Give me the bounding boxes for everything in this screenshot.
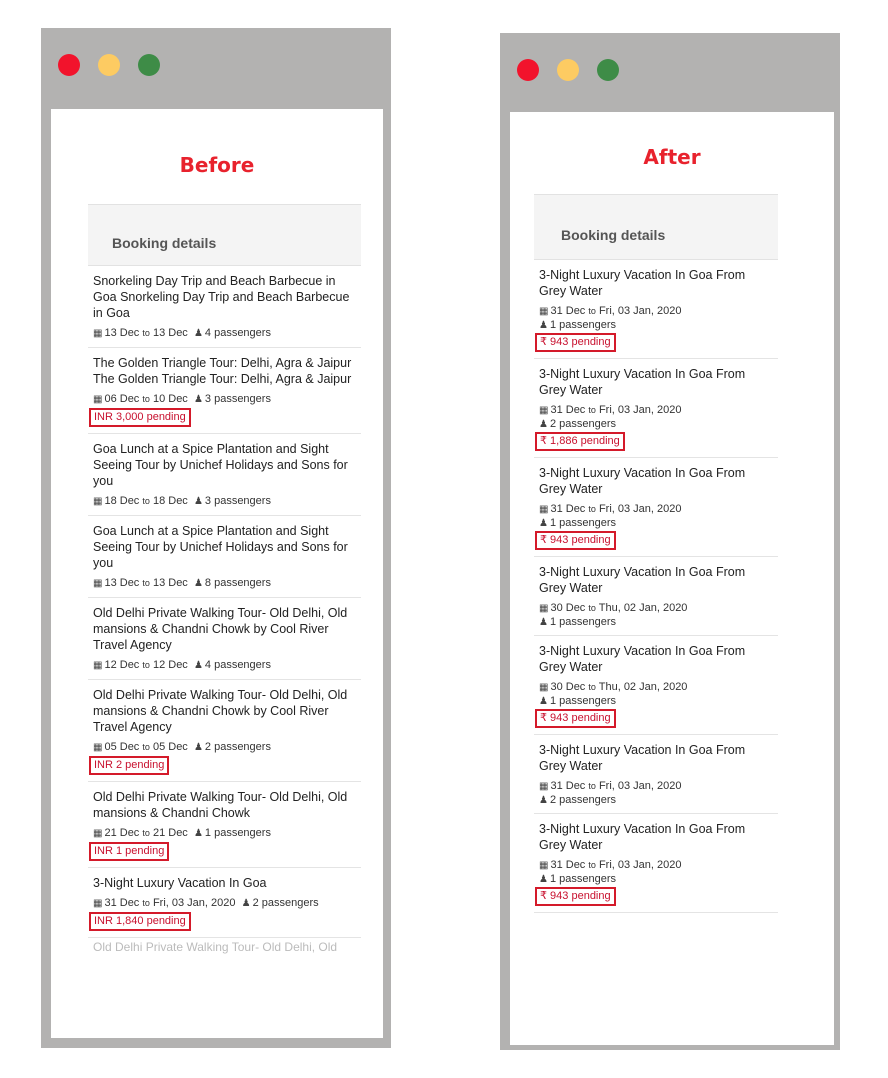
date-end: 10 Dec xyxy=(152,393,188,405)
window-maximize-dot[interactable] xyxy=(138,54,160,76)
booking-list-item[interactable] xyxy=(88,348,361,434)
booking-dates xyxy=(93,576,356,591)
date-start: 31 Dec xyxy=(550,404,586,416)
date-start: 12 Dec xyxy=(104,659,140,671)
date-start: 31 Dec xyxy=(550,859,586,871)
calendar-icon: ▦ xyxy=(93,742,103,753)
date-start: 13 Dec xyxy=(104,577,140,589)
booking-dates xyxy=(539,601,773,616)
booking-list-item[interactable] xyxy=(88,782,361,868)
date-end: Fri, 03 Jan, 2020 xyxy=(598,305,682,317)
date-end: 05 Dec xyxy=(152,741,188,753)
passenger-line xyxy=(539,319,773,332)
pending-row xyxy=(539,708,773,728)
passenger-count: 1 passengers xyxy=(549,616,617,628)
passenger-count: 3 passengers xyxy=(204,393,271,405)
user-icon: ♟ xyxy=(539,617,548,628)
booking-title: 3-Night Luxury Vacation In Goa From Grey Water xyxy=(539,565,746,595)
user-icon: ♟ xyxy=(539,320,548,331)
user-icon: ♟ xyxy=(193,828,203,839)
phone-screen-after xyxy=(510,112,834,1045)
pending-amount-badge: ₹ 943 pending xyxy=(535,333,616,352)
booking-list-after xyxy=(534,260,778,913)
booking-title: Goa Lunch at a Spice Plantation and Sight Seeing Tour by Unichef Holidays and Sons for you xyxy=(93,442,348,488)
date-end: Fri, 03 Jan, 2020 xyxy=(598,780,682,792)
passenger-line xyxy=(539,695,773,708)
booking-dates xyxy=(539,403,773,418)
calendar-icon: ▦ xyxy=(93,496,103,507)
date-end: Thu, 02 Jan, 2020 xyxy=(598,681,688,693)
calendar-icon: ▦ xyxy=(539,405,549,416)
date-start: 13 Dec xyxy=(104,327,140,339)
pending-amount-badge: INR 2 pending xyxy=(89,756,169,775)
calendar-icon: ▦ xyxy=(93,660,103,671)
user-icon: ♟ xyxy=(539,795,548,806)
date-start: 05 Dec xyxy=(104,741,140,753)
date-separator: to xyxy=(588,405,596,415)
pending-row xyxy=(93,407,356,427)
date-separator: to xyxy=(142,496,150,506)
user-icon: ♟ xyxy=(193,742,203,753)
booking-list-item[interactable] xyxy=(534,557,778,636)
booking-dates xyxy=(93,392,356,407)
date-separator: to xyxy=(142,578,150,588)
passenger-count: 2 passengers xyxy=(204,741,271,753)
booking-list-item[interactable] xyxy=(534,814,778,913)
pending-amount-badge: INR 1 pending xyxy=(89,842,169,861)
date-separator: to xyxy=(588,603,596,613)
passenger-line xyxy=(539,517,773,530)
window-close-dot[interactable] xyxy=(517,59,539,81)
booking-dates xyxy=(539,304,773,319)
booking-title: Goa Lunch at a Spice Plantation and Sight Seeing Tour by Unichef Holidays and Sons for you xyxy=(93,524,348,570)
booking-list-item[interactable] xyxy=(534,735,778,814)
passenger-count: 2 passengers xyxy=(549,794,617,806)
calendar-icon: ▦ xyxy=(539,603,549,614)
date-separator: to xyxy=(142,328,150,338)
calendar-icon: ▦ xyxy=(539,860,549,871)
booking-dates xyxy=(539,680,773,695)
calendar-icon: ▦ xyxy=(539,306,549,317)
pending-row xyxy=(93,911,356,931)
passenger-line xyxy=(539,794,773,807)
booking-title: Old Delhi Private Walking Tour- Old Delhi, Old mansions & Chandni Chowk by Cool River Travel Agency xyxy=(93,606,348,652)
pending-row xyxy=(93,841,356,861)
booking-dates xyxy=(93,494,356,509)
date-end: Fri, 03 Jan, 2020 xyxy=(152,897,236,909)
date-end: Fri, 03 Jan, 2020 xyxy=(598,404,682,416)
date-end: 13 Dec xyxy=(152,577,188,589)
window-maximize-dot[interactable] xyxy=(597,59,619,81)
user-icon: ♟ xyxy=(539,419,548,430)
passenger-count: 1 passengers xyxy=(204,827,271,839)
phone-screen-before xyxy=(51,109,383,1038)
booking-title: Old Delhi Private Walking Tour- Old Delhi, Old mansions & Chandni Chowk by Cool River Travel Agency xyxy=(93,688,348,734)
booking-list-item[interactable] xyxy=(88,598,361,680)
date-separator: to xyxy=(588,306,596,316)
phone-frame-before xyxy=(41,28,391,1048)
pending-amount-badge: ₹ 943 pending xyxy=(535,887,616,906)
date-start: 18 Dec xyxy=(104,495,140,507)
booking-list-item[interactable] xyxy=(88,868,361,938)
user-icon: ♟ xyxy=(193,578,203,589)
date-end: Thu, 02 Jan, 2020 xyxy=(598,602,688,614)
booking-title: 3-Night Luxury Vacation In Goa From Grey Water xyxy=(539,367,746,397)
passenger-count: 1 passengers xyxy=(549,517,617,529)
pending-row xyxy=(539,332,773,352)
date-separator: to xyxy=(588,682,596,692)
booking-title: The Golden Triangle Tour: Delhi, Agra & Jaipur The Golden Triangle Tour: Delhi, Agra & Jaipur xyxy=(93,356,352,386)
calendar-icon: ▦ xyxy=(93,394,103,405)
date-separator: to xyxy=(588,781,596,791)
pending-row xyxy=(539,530,773,550)
calendar-icon: ▦ xyxy=(93,898,103,909)
date-separator: to xyxy=(142,742,150,752)
booking-list-item[interactable] xyxy=(88,434,361,516)
booking-title: 3-Night Luxury Vacation In Goa From Grey Water xyxy=(539,466,746,496)
passenger-count: 4 passengers xyxy=(204,327,271,339)
passenger-line xyxy=(539,616,773,629)
pending-amount-badge: ₹ 1,886 pending xyxy=(535,432,625,451)
user-icon: ♟ xyxy=(241,898,251,909)
passenger-count: 4 passengers xyxy=(204,659,271,671)
calendar-icon: ▦ xyxy=(539,781,549,792)
booking-dates xyxy=(539,858,773,873)
date-start: 30 Dec xyxy=(550,602,586,614)
booking-dates xyxy=(93,658,356,673)
before-heading: Before xyxy=(179,153,255,177)
user-icon: ♟ xyxy=(193,394,203,405)
user-icon: ♟ xyxy=(193,328,203,339)
passenger-count: 1 passengers xyxy=(549,695,617,707)
pending-amount-badge: INR 3,000 pending xyxy=(89,408,191,427)
date-separator: to xyxy=(588,860,596,870)
booking-title: 3-Night Luxury Vacation In Goa From Grey Water xyxy=(539,822,746,852)
window-minimize-dot[interactable] xyxy=(98,54,120,76)
booking-card-after xyxy=(534,194,778,913)
date-separator: to xyxy=(142,660,150,670)
booking-dates xyxy=(93,896,356,911)
date-separator: to xyxy=(588,504,596,514)
booking-details-header: Booking details xyxy=(88,204,361,266)
passenger-line xyxy=(539,873,773,886)
booking-list-before xyxy=(88,266,361,938)
date-end: 12 Dec xyxy=(152,659,188,671)
booking-title: 3-Night Luxury Vacation In Goa From Grey Water xyxy=(539,268,746,298)
date-end: 21 Dec xyxy=(152,827,188,839)
passenger-count: 2 passengers xyxy=(549,418,617,430)
booking-list-item[interactable] xyxy=(88,516,361,598)
passenger-count: 2 passengers xyxy=(252,897,319,909)
date-separator: to xyxy=(142,394,150,404)
booking-dates xyxy=(93,826,356,841)
date-start: 31 Dec xyxy=(550,503,586,515)
date-end: 13 Dec xyxy=(152,327,188,339)
date-start: 31 Dec xyxy=(550,780,586,792)
date-end: Fri, 03 Jan, 2020 xyxy=(598,859,682,871)
date-start: 31 Dec xyxy=(550,305,586,317)
pending-amount-badge: ₹ 943 pending xyxy=(535,709,616,728)
booking-card-before xyxy=(88,204,361,954)
booking-list-item[interactable] xyxy=(88,680,361,782)
pending-row xyxy=(539,431,773,451)
passenger-count: 1 passengers xyxy=(549,319,617,331)
calendar-icon: ▦ xyxy=(539,504,549,515)
booking-details-header: Booking details xyxy=(534,194,778,260)
booking-list-item[interactable] xyxy=(534,260,778,359)
date-separator: to xyxy=(142,828,150,838)
pending-amount-badge: ₹ 943 pending xyxy=(535,531,616,550)
passenger-count: 3 passengers xyxy=(204,495,271,507)
after-heading: After xyxy=(643,145,701,169)
booking-dates xyxy=(539,779,773,794)
date-end: Fri, 03 Jan, 2020 xyxy=(598,503,682,515)
booking-title: Snorkeling Day Trip and Beach Barbecue in Goa Snorkeling Day Trip and Beach Barbecue in Goa xyxy=(93,274,350,320)
booking-list-item[interactable] xyxy=(534,636,778,735)
phone-frame-after xyxy=(500,33,840,1050)
booking-list-item[interactable] xyxy=(88,266,361,348)
calendar-icon: ▦ xyxy=(539,682,549,693)
user-icon: ♟ xyxy=(539,874,548,885)
booking-dates xyxy=(93,326,356,341)
truncated-list-item: Old Delhi Private Walking Tour- Old Delhi, Old xyxy=(93,940,338,954)
booking-title: 3-Night Luxury Vacation In Goa xyxy=(93,876,267,890)
passenger-line xyxy=(539,418,773,431)
date-end: 18 Dec xyxy=(152,495,188,507)
calendar-icon: ▦ xyxy=(93,328,103,339)
calendar-icon: ▦ xyxy=(93,828,103,839)
booking-title: 3-Night Luxury Vacation In Goa From Grey Water xyxy=(539,743,746,773)
pending-row xyxy=(539,886,773,906)
date-start: 21 Dec xyxy=(104,827,140,839)
date-start: 31 Dec xyxy=(104,897,140,909)
date-separator: to xyxy=(142,898,150,908)
date-start: 06 Dec xyxy=(104,393,140,405)
pending-row xyxy=(93,755,356,775)
user-icon: ♟ xyxy=(539,696,548,707)
passenger-count: 1 passengers xyxy=(549,873,617,885)
date-start: 30 Dec xyxy=(550,681,586,693)
pending-amount-badge: INR 1,840 pending xyxy=(89,912,191,931)
booking-title: 3-Night Luxury Vacation In Goa From Grey Water xyxy=(539,644,746,674)
window-close-dot[interactable] xyxy=(58,54,80,76)
window-minimize-dot[interactable] xyxy=(557,59,579,81)
calendar-icon: ▦ xyxy=(93,578,103,589)
user-icon: ♟ xyxy=(193,496,203,507)
booking-list-item[interactable] xyxy=(534,458,778,557)
user-icon: ♟ xyxy=(539,518,548,529)
booking-dates xyxy=(539,502,773,517)
booking-dates xyxy=(93,740,356,755)
passenger-count: 8 passengers xyxy=(204,577,271,589)
booking-title: Old Delhi Private Walking Tour- Old Delhi, Old mansions & Chandni Chowk xyxy=(93,790,348,820)
user-icon: ♟ xyxy=(193,660,203,671)
booking-list-item[interactable] xyxy=(534,359,778,458)
